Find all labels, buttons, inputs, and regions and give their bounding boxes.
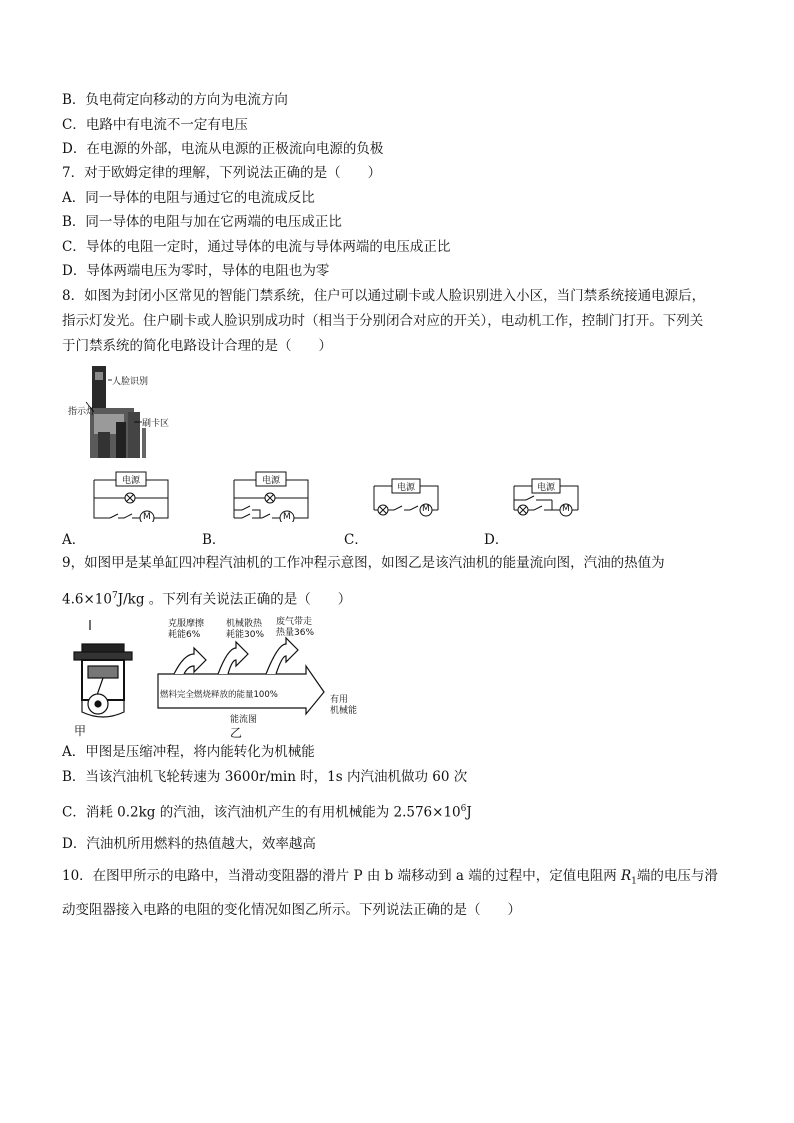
label-lamp: 指示灯 (68, 407, 96, 417)
circuit-d (512, 476, 582, 530)
q9-option-c-exp: 6 (460, 804, 467, 814)
q9-option-c (62, 799, 472, 823)
circuit-d-power: 电源 (537, 483, 556, 493)
q10-stem-part1: 10．在图甲所示的电路中，当滑动变阻器的滑片 P 由 b 端移动到 a 端的过程中，定值电阻两 (62, 868, 621, 884)
circuit-c (372, 476, 442, 530)
circuit-d-motor: M (562, 504, 570, 514)
energy-flow-figure (154, 614, 370, 738)
q10-stem-part2: 端的电压与滑 (636, 868, 718, 884)
q9-stem-rest: J/kg 。下列有关说法正确的是（ ） (117, 591, 352, 608)
q7-option-a: A．同一导体的电阻与通过它的电流成反比 (62, 190, 315, 206)
q7-option-c: C．导体的电阻一定时，通过导体的电流与导体两端的电压成正比 (62, 239, 451, 255)
q6-option-b: B．负电荷定向移动的方向为电流方向 (62, 92, 288, 108)
flow-heat-1: 机械散热 (226, 619, 263, 629)
label-face: 人脸识别 (112, 377, 149, 387)
circuit-c-motor: M (422, 504, 430, 514)
flow-friction-1: 克服摩擦 (168, 619, 205, 629)
q9-option-c-unit: J (466, 804, 472, 821)
flow-caption: 能流图 (230, 715, 258, 725)
flow-exhaust-1: 废气带走 (276, 617, 313, 627)
q9-stem-line2 (62, 586, 351, 610)
q6-option-c: C．电路中有电流不一定有电压 (62, 117, 248, 133)
engine-figure (68, 618, 138, 738)
q8-stem-line3: 于门禁系统的简化电路设计合理的是（ ） (62, 338, 332, 354)
q10-stem-line2: 动变阻器接入电路的电阻的变化情况如图乙所示。下列说法正确的是（ ） (62, 902, 521, 918)
q6-option-d: D．在电源的外部，电流从电源的正极流向电源的负极 (62, 141, 384, 157)
q9-option-a: A．甲图是压缩冲程，将内能转化为机械能 (62, 744, 315, 760)
label-yi: 乙 (230, 726, 243, 740)
q9-stem-line1: 9，如图甲是某单缸四冲程汽油机的工作冲程示意图，如图乙是该汽油机的能量流向图，汽油的热值为 (62, 555, 665, 571)
flow-friction-2: 耗能6% (168, 630, 201, 640)
q8-stem-line1: 8．如图为封闭小区常见的智能门禁系统，住户可以通过刷卡或人脸识别进入小区，当门禁系统接通电源后， (62, 288, 706, 304)
heat-value: 4.6×10 (62, 591, 112, 608)
circuit-c-power: 电源 (397, 483, 416, 493)
q7-stem: 7．对于欧姆定律的理解，下列说法正确的是（ ） (62, 165, 382, 181)
q8-stem-line2: 指示灯发光。住户刷卡或人脸识别成功时（相当于分别闭合对应的开关），电动机工作，控制门打开。下列关 (62, 313, 704, 329)
q8-option-d-label: D． (484, 532, 509, 548)
circuit-b-power: 电源 (262, 476, 281, 486)
resistor-subscript: 1 (631, 876, 637, 887)
flow-exhaust-2: 热量36% (276, 628, 315, 638)
q10-stem-line1 (62, 866, 718, 892)
label-jia: 甲 (74, 724, 87, 738)
q7-option-b: B．同一导体的电阻与加在它两端的电压成正比 (62, 214, 342, 230)
circuit-b (232, 470, 312, 526)
heat-value-exp: 7 (111, 591, 118, 601)
q9-option-c-text: C．消耗 0.2kg 的汽油，该汽油机产生的有用机械能为 2.576×10 (62, 804, 461, 821)
q8-option-c-label: C． (344, 532, 368, 548)
circuit-b-motor: M (283, 512, 291, 522)
label-card: 刷卡区 (142, 419, 170, 429)
q7-option-d: D．导体两端电压为零时，导体的电阻也为零 (62, 263, 330, 279)
q9-option-b: B．当该汽油机飞轮转速为 3600r/min 时，1s 内汽油机做功 60 次 (62, 769, 468, 785)
circuit-a (92, 470, 172, 526)
q9-option-d: D．汽油机所用燃料的热值越大，效率越高 (62, 836, 316, 852)
flow-heat-2: 耗能30% (226, 630, 265, 640)
q8-option-b-label: B． (202, 532, 226, 548)
gate-photo (68, 362, 180, 458)
q8-option-a-label: A． (62, 532, 86, 548)
flow-useful-1: 有用 (330, 695, 349, 705)
circuit-a-power: 电源 (122, 476, 141, 486)
resistor-symbol: R (621, 868, 632, 884)
circuit-a-motor: M (143, 512, 151, 522)
flow-useful-2: 机械能 (330, 706, 358, 716)
flow-fuel: 燃料完全燃烧释放的能量100% (160, 690, 278, 700)
